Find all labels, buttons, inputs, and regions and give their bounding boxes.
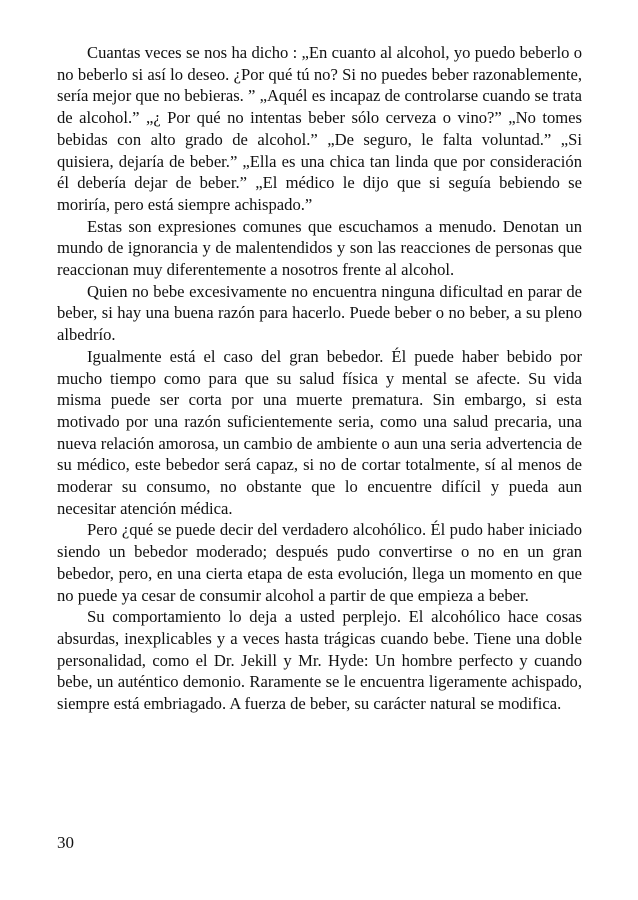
- paragraph-1: Cuantas veces se nos ha dicho : „En cuanto al alcohol, yo puedo beberlo o no beberlo si así lo deseo. ¿Por qué tú no? Si no puedes beber razonablemente, sería mejor que no bebieras. ” „Aquél es incapaz de controlarse cuando se trata de alcohol.” „¿ Por qué no intentas beber sólo cerveza o vino?” „No tomes bebidas con alto grado de alcohol.” „De seguro, le falta voluntad.” „Si quisiera, dejaría de beber.” „Ella es una chica tan linda que por consideración él debería dejar de beber.” „El médico le dijo que si seguía bebiendo se moriría, pero está siempre achispado.”: [57, 43, 582, 214]
- page-number: 30: [57, 833, 74, 852]
- paragraph-5: Pero ¿qué se puede decir del verdadero alcohólico. Él pudo haber iniciado siendo un bebedor moderado; después pudo convertirse o no en un gran bebedor, pero, en una cierta etapa de esta evolución, llega un momento en que no puede ya cesar de consumir alcohol a partir de que empieza a beber.: [57, 520, 582, 605]
- paragraph-6: Su comportamiento lo deja a usted perplejo. El alcohólico hace cosas absurdas, inexplicables y a veces hasta trágicas cuando bebe. Tiene una doble personalidad, como el Dr. Jekill y Mr. Hyde: Un hombre perfecto y cuando bebe, un auténtico demonio. Raramente se le encuentra ligeramente achispado, siempre está embriagado. A fuerza de beber, su carácter natural se modifica.: [57, 607, 582, 714]
- body-text: [57, 42, 582, 715]
- paragraph-3: Quien no bebe excesivamente no encuentra ninguna dificultad en parar de beber, si hay una buena razón para hacerlo. Puede beber o no beber, a su pleno albedrío.: [57, 281, 582, 345]
- paragraph-2: Estas son expresiones comunes que escuchamos a menudo. Denotan un mundo de ignorancia y de malentendidos y son las reacciones de personas que reaccionan muy diferentemente a nosotros frente al alcohol.: [57, 216, 582, 280]
- paragraph-4: Igualmente está el caso del gran bebedor. Él puede haber bebido por mucho tiempo como para que su salud física y mental se afecte. Su vida misma puede ser corta por una muerte prematura. Sin embargo, si esta motivado por una razón suficientemente seria, como una salud precaria, una nueva relación amorosa, un cambio de ambiente o aun una seria advertencia de su médico, este bebedor será capaz, si no de cortar totalmente, sí al menos de moderar su consumo, no obstante que lo encuentre difícil y pueda aun necesitar atención médica.: [57, 346, 582, 518]
